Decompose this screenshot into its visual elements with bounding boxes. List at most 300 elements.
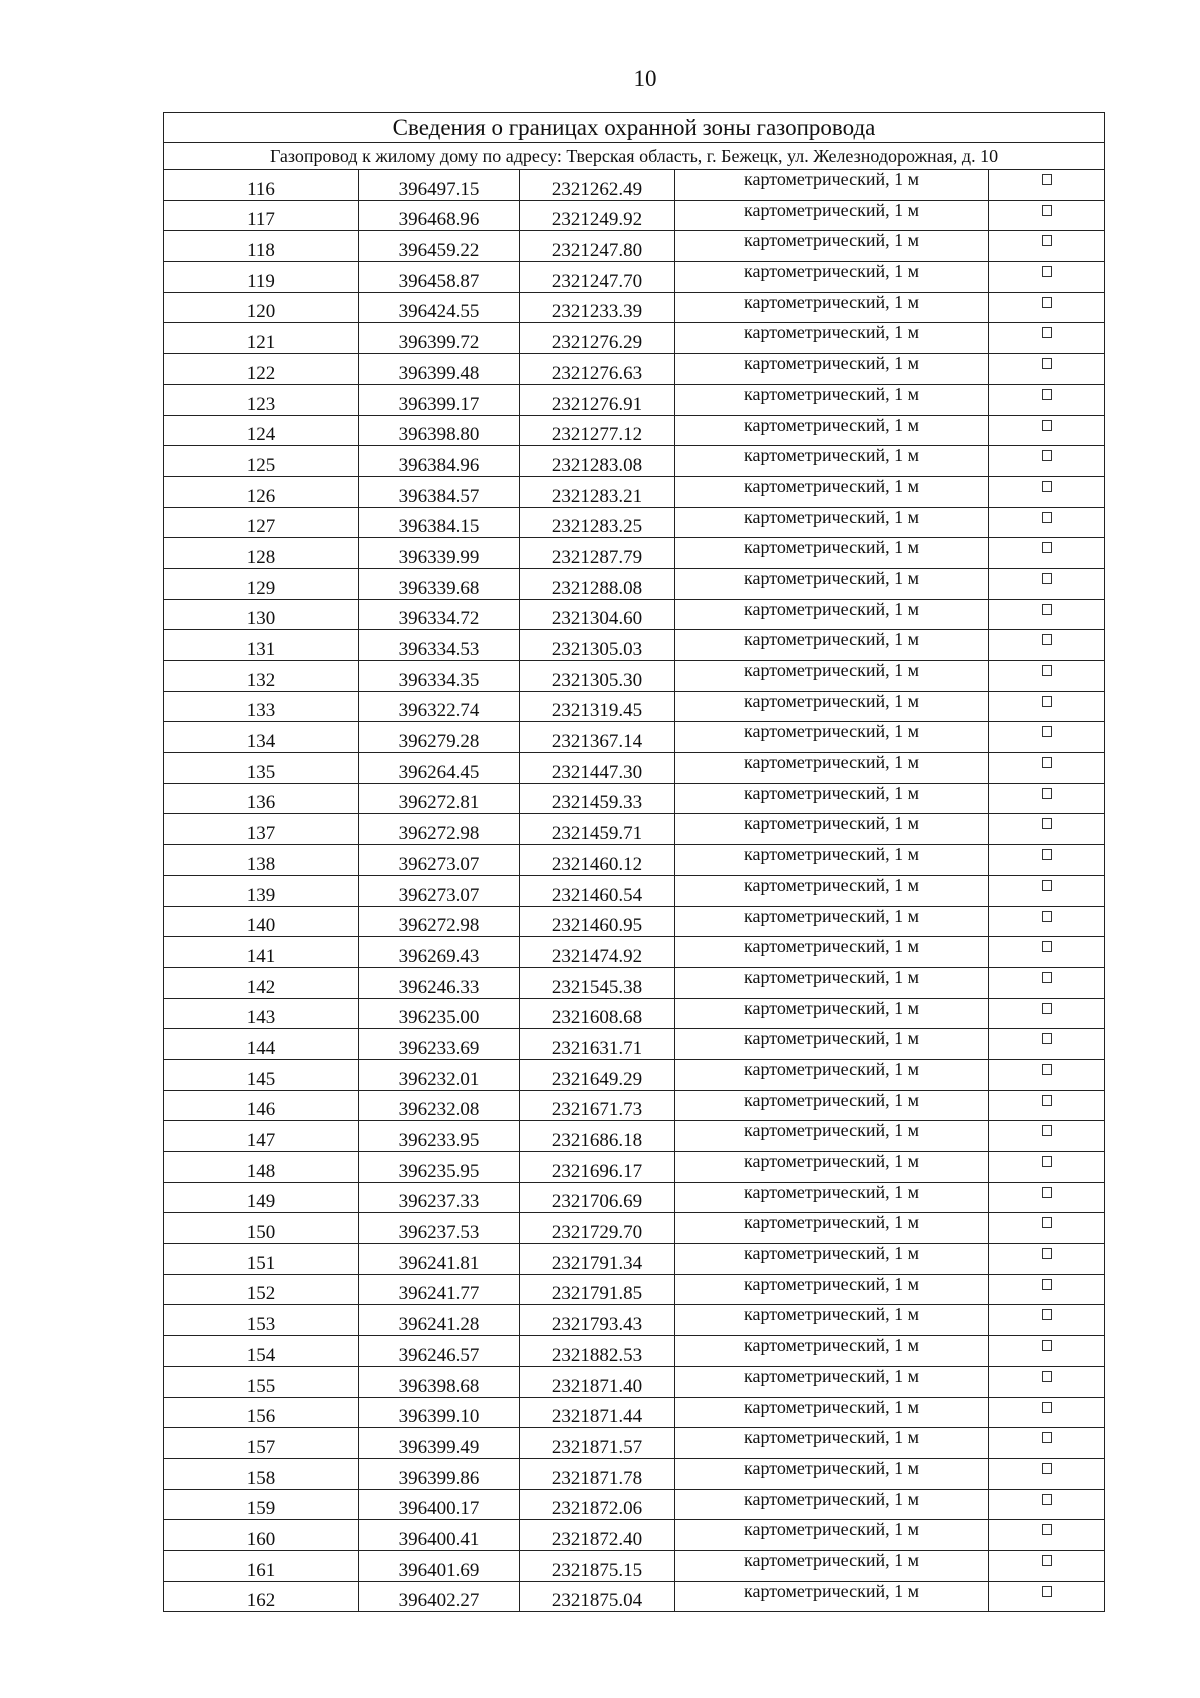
point-number-cell: 127: [164, 507, 359, 538]
table-row: [164, 1059, 1105, 1090]
table-row: [164, 599, 1105, 630]
x-coordinate-cell: 396384.15: [359, 507, 520, 538]
empty-checkbox-icon: [1042, 665, 1052, 676]
y-coordinate-cell: 2321233.39: [520, 292, 675, 323]
x-coordinate-cell: 396237.33: [359, 1182, 520, 1213]
mark-cell: [989, 1428, 1105, 1459]
x-coordinate-cell: 396458.87: [359, 262, 520, 293]
empty-checkbox-icon: [1042, 1217, 1052, 1228]
empty-checkbox-icon: [1042, 1187, 1052, 1198]
table-row: [164, 446, 1105, 477]
mark-cell: [989, 354, 1105, 385]
x-coordinate-cell: 396246.57: [359, 1336, 520, 1367]
table-row: [164, 354, 1105, 385]
empty-checkbox-icon: [1042, 941, 1052, 952]
method-cell: картометрический, 1 м: [675, 415, 989, 446]
x-coordinate-cell: 396399.49: [359, 1428, 520, 1459]
point-number-cell: 148: [164, 1152, 359, 1183]
y-coordinate-cell: 2321871.57: [520, 1428, 675, 1459]
table-row: [164, 753, 1105, 784]
x-coordinate-cell: 396272.98: [359, 814, 520, 845]
mark-cell: [989, 1366, 1105, 1397]
point-number-cell: 156: [164, 1397, 359, 1428]
x-coordinate-cell: 396272.81: [359, 783, 520, 814]
page-number: 10: [633, 66, 657, 91]
empty-checkbox-icon: [1042, 1279, 1052, 1290]
mark-cell: [989, 1274, 1105, 1305]
y-coordinate-cell: 2321875.04: [520, 1581, 675, 1612]
x-coordinate-cell: 396399.48: [359, 354, 520, 385]
method-cell: картометрический, 1 м: [675, 292, 989, 323]
point-number-cell: 132: [164, 661, 359, 692]
x-coordinate-cell: 396339.99: [359, 538, 520, 569]
empty-checkbox-icon: [1042, 205, 1052, 216]
table-row: [164, 1182, 1105, 1213]
y-coordinate-cell: 2321474.92: [520, 937, 675, 968]
empty-checkbox-icon: [1042, 481, 1052, 492]
table-row: [164, 1305, 1105, 1336]
y-coordinate-cell: 2321871.40: [520, 1366, 675, 1397]
point-number-cell: 160: [164, 1520, 359, 1551]
method-cell: картометрический, 1 м: [675, 323, 989, 354]
x-coordinate-cell: 396468.96: [359, 200, 520, 231]
table-row: [164, 1090, 1105, 1121]
point-number-cell: 122: [164, 354, 359, 385]
y-coordinate-cell: 2321287.79: [520, 538, 675, 569]
y-coordinate-cell: 2321871.78: [520, 1458, 675, 1489]
empty-checkbox-icon: [1042, 849, 1052, 860]
method-cell: картометрический, 1 м: [675, 1244, 989, 1275]
y-coordinate-cell: 2321872.40: [520, 1520, 675, 1551]
y-coordinate-cell: 2321460.12: [520, 845, 675, 876]
point-number-cell: 133: [164, 691, 359, 722]
y-coordinate-cell: 2321276.29: [520, 323, 675, 354]
mark-cell: [989, 753, 1105, 784]
point-number-cell: 134: [164, 722, 359, 753]
x-coordinate-cell: 396334.72: [359, 599, 520, 630]
x-coordinate-cell: 396241.28: [359, 1305, 520, 1336]
mark-cell: [989, 446, 1105, 477]
point-number-cell: 158: [164, 1458, 359, 1489]
empty-checkbox-icon: [1042, 1064, 1052, 1075]
empty-checkbox-icon: [1042, 327, 1052, 338]
y-coordinate-cell: 2321276.91: [520, 384, 675, 415]
method-cell: картометрический, 1 м: [675, 937, 989, 968]
y-coordinate-cell: 2321696.17: [520, 1152, 675, 1183]
table-row: [164, 200, 1105, 231]
y-coordinate-cell: 2321671.73: [520, 1090, 675, 1121]
empty-checkbox-icon: [1042, 358, 1052, 369]
y-coordinate-cell: 2321460.54: [520, 875, 675, 906]
point-number-cell: 145: [164, 1059, 359, 1090]
table-title-row: [164, 113, 1105, 143]
method-cell: картометрический, 1 м: [675, 875, 989, 906]
x-coordinate-cell: 396235.00: [359, 998, 520, 1029]
table-row: [164, 1428, 1105, 1459]
y-coordinate-cell: 2321305.03: [520, 630, 675, 661]
table-row: [164, 875, 1105, 906]
table-row: [164, 415, 1105, 446]
empty-checkbox-icon: [1042, 542, 1052, 553]
method-cell: картометрический, 1 м: [675, 1336, 989, 1367]
table-row: [164, 722, 1105, 753]
mark-cell: [989, 1152, 1105, 1183]
table-row: [164, 1458, 1105, 1489]
method-cell: картометрический, 1 м: [675, 599, 989, 630]
table-row: [164, 568, 1105, 599]
table-row: [164, 1581, 1105, 1612]
point-number-cell: 131: [164, 630, 359, 661]
mark-cell: [989, 599, 1105, 630]
method-cell: картометрический, 1 м: [675, 1397, 989, 1428]
x-coordinate-cell: 396269.43: [359, 937, 520, 968]
mark-cell: [989, 323, 1105, 354]
point-number-cell: 129: [164, 568, 359, 599]
table-body: [164, 113, 1105, 1612]
y-coordinate-cell: 2321305.30: [520, 661, 675, 692]
point-number-cell: 151: [164, 1244, 359, 1275]
y-coordinate-cell: 2321608.68: [520, 998, 675, 1029]
y-coordinate-cell: 2321247.80: [520, 231, 675, 262]
x-coordinate-cell: 396233.95: [359, 1121, 520, 1152]
point-number-cell: 138: [164, 845, 359, 876]
mark-cell: [989, 415, 1105, 446]
mark-cell: [989, 170, 1105, 201]
x-coordinate-cell: 396241.81: [359, 1244, 520, 1275]
y-coordinate-cell: 2321793.43: [520, 1305, 675, 1336]
point-number-cell: 150: [164, 1213, 359, 1244]
method-cell: картометрический, 1 м: [675, 231, 989, 262]
method-cell: картометрический, 1 м: [675, 1428, 989, 1459]
y-coordinate-cell: 2321304.60: [520, 599, 675, 630]
y-coordinate-cell: 2321319.45: [520, 691, 675, 722]
mark-cell: [989, 538, 1105, 569]
method-cell: картометрический, 1 м: [675, 1213, 989, 1244]
mark-cell: [989, 845, 1105, 876]
mark-cell: [989, 783, 1105, 814]
x-coordinate-cell: 396339.68: [359, 568, 520, 599]
method-cell: картометрический, 1 м: [675, 1059, 989, 1090]
point-number-cell: 116: [164, 170, 359, 201]
point-number-cell: 149: [164, 1182, 359, 1213]
x-coordinate-cell: 396232.08: [359, 1090, 520, 1121]
method-cell: картометрический, 1 м: [675, 170, 989, 201]
x-coordinate-cell: 396241.77: [359, 1274, 520, 1305]
mark-cell: [989, 1059, 1105, 1090]
method-cell: картометрический, 1 м: [675, 1489, 989, 1520]
empty-checkbox-icon: [1042, 174, 1052, 185]
table-row: [164, 1520, 1105, 1551]
empty-checkbox-icon: [1042, 573, 1052, 584]
method-cell: картометрический, 1 м: [675, 630, 989, 661]
method-cell: картометрический, 1 м: [675, 1274, 989, 1305]
mark-cell: [989, 231, 1105, 262]
y-coordinate-cell: 2321283.25: [520, 507, 675, 538]
mark-cell: [989, 1336, 1105, 1367]
table-row: [164, 170, 1105, 201]
table-row: [164, 937, 1105, 968]
point-number-cell: 157: [164, 1428, 359, 1459]
table-row: [164, 998, 1105, 1029]
mark-cell: [989, 1458, 1105, 1489]
method-cell: картометрический, 1 м: [675, 1581, 989, 1612]
table-title: Сведения о границах охранной зоны газопровода: [164, 113, 1105, 143]
point-number-cell: 143: [164, 998, 359, 1029]
mark-cell: [989, 1029, 1105, 1060]
method-cell: картометрический, 1 м: [675, 722, 989, 753]
table-row: [164, 845, 1105, 876]
method-cell: картометрический, 1 м: [675, 1121, 989, 1152]
method-cell: картометрический, 1 м: [675, 538, 989, 569]
x-coordinate-cell: 396232.01: [359, 1059, 520, 1090]
empty-checkbox-icon: [1042, 512, 1052, 523]
x-coordinate-cell: 396399.72: [359, 323, 520, 354]
point-number-cell: 141: [164, 937, 359, 968]
x-coordinate-cell: 396402.27: [359, 1581, 520, 1612]
y-coordinate-cell: 2321872.06: [520, 1489, 675, 1520]
mark-cell: [989, 875, 1105, 906]
point-number-cell: 128: [164, 538, 359, 569]
point-number-cell: 161: [164, 1550, 359, 1581]
x-coordinate-cell: 396273.07: [359, 875, 520, 906]
method-cell: картометрический, 1 м: [675, 384, 989, 415]
table-row: [164, 814, 1105, 845]
x-coordinate-cell: 396401.69: [359, 1550, 520, 1581]
method-cell: картометрический, 1 м: [675, 507, 989, 538]
empty-checkbox-icon: [1042, 1095, 1052, 1106]
point-number-cell: 119: [164, 262, 359, 293]
mark-cell: [989, 1489, 1105, 1520]
table-subtitle-row: [164, 143, 1105, 170]
table-row: [164, 1244, 1105, 1275]
point-number-cell: 142: [164, 967, 359, 998]
point-number-cell: 126: [164, 476, 359, 507]
empty-checkbox-icon: [1042, 1432, 1052, 1443]
empty-checkbox-icon: [1042, 726, 1052, 737]
method-cell: картометрический, 1 м: [675, 200, 989, 231]
table-row: [164, 1152, 1105, 1183]
empty-checkbox-icon: [1042, 1371, 1052, 1382]
x-coordinate-cell: 396334.35: [359, 661, 520, 692]
point-number-cell: 118: [164, 231, 359, 262]
point-number-cell: 117: [164, 200, 359, 231]
empty-checkbox-icon: [1042, 1248, 1052, 1259]
empty-checkbox-icon: [1042, 1463, 1052, 1474]
y-coordinate-cell: 2321460.95: [520, 906, 675, 937]
mark-cell: [989, 1550, 1105, 1581]
mark-cell: [989, 568, 1105, 599]
empty-checkbox-icon: [1042, 266, 1052, 277]
point-number-cell: 159: [164, 1489, 359, 1520]
mark-cell: [989, 1305, 1105, 1336]
empty-checkbox-icon: [1042, 1003, 1052, 1014]
empty-checkbox-icon: [1042, 1033, 1052, 1044]
method-cell: картометрический, 1 м: [675, 1090, 989, 1121]
method-cell: картометрический, 1 м: [675, 1305, 989, 1336]
method-cell: картометрический, 1 м: [675, 1182, 989, 1213]
y-coordinate-cell: 2321247.70: [520, 262, 675, 293]
mark-cell: [989, 937, 1105, 968]
empty-checkbox-icon: [1042, 450, 1052, 461]
mark-cell: [989, 722, 1105, 753]
table-row: [164, 476, 1105, 507]
y-coordinate-cell: 2321791.85: [520, 1274, 675, 1305]
point-number-cell: 146: [164, 1090, 359, 1121]
method-cell: картометрический, 1 м: [675, 354, 989, 385]
y-coordinate-cell: 2321447.30: [520, 753, 675, 784]
method-cell: картометрический, 1 м: [675, 1458, 989, 1489]
y-coordinate-cell: 2321249.92: [520, 200, 675, 231]
y-coordinate-cell: 2321367.14: [520, 722, 675, 753]
method-cell: картометрический, 1 м: [675, 753, 989, 784]
y-coordinate-cell: 2321288.08: [520, 568, 675, 599]
method-cell: картометрический, 1 м: [675, 568, 989, 599]
point-number-cell: 125: [164, 446, 359, 477]
point-number-cell: 135: [164, 753, 359, 784]
mark-cell: [989, 1213, 1105, 1244]
point-number-cell: 152: [164, 1274, 359, 1305]
point-number-cell: 147: [164, 1121, 359, 1152]
mark-cell: [989, 1581, 1105, 1612]
y-coordinate-cell: 2321729.70: [520, 1213, 675, 1244]
y-coordinate-cell: 2321631.71: [520, 1029, 675, 1060]
point-number-cell: 137: [164, 814, 359, 845]
method-cell: картометрический, 1 м: [675, 1550, 989, 1581]
x-coordinate-cell: 396334.53: [359, 630, 520, 661]
y-coordinate-cell: 2321791.34: [520, 1244, 675, 1275]
empty-checkbox-icon: [1042, 880, 1052, 891]
empty-checkbox-icon: [1042, 297, 1052, 308]
point-number-cell: 136: [164, 783, 359, 814]
table-row: [164, 507, 1105, 538]
x-coordinate-cell: 396235.95: [359, 1152, 520, 1183]
method-cell: картометрический, 1 м: [675, 691, 989, 722]
x-coordinate-cell: 396398.80: [359, 415, 520, 446]
y-coordinate-cell: 2321545.38: [520, 967, 675, 998]
mark-cell: [989, 1121, 1105, 1152]
point-number-cell: 130: [164, 599, 359, 630]
mark-cell: [989, 1090, 1105, 1121]
method-cell: картометрический, 1 м: [675, 998, 989, 1029]
table-row: [164, 906, 1105, 937]
method-cell: картометрический, 1 м: [675, 814, 989, 845]
point-number-cell: 162: [164, 1581, 359, 1612]
method-cell: картометрический, 1 м: [675, 967, 989, 998]
table-row: [164, 1489, 1105, 1520]
empty-checkbox-icon: [1042, 1156, 1052, 1167]
table-row: [164, 1366, 1105, 1397]
table-row: [164, 1029, 1105, 1060]
y-coordinate-cell: 2321649.29: [520, 1059, 675, 1090]
mark-cell: [989, 814, 1105, 845]
method-cell: картометрический, 1 м: [675, 845, 989, 876]
empty-checkbox-icon: [1042, 818, 1052, 829]
empty-checkbox-icon: [1042, 604, 1052, 615]
table-row: [164, 783, 1105, 814]
table-row: [164, 292, 1105, 323]
x-coordinate-cell: 396400.41: [359, 1520, 520, 1551]
point-number-cell: 139: [164, 875, 359, 906]
x-coordinate-cell: 396246.33: [359, 967, 520, 998]
table-row: [164, 323, 1105, 354]
method-cell: картометрический, 1 м: [675, 446, 989, 477]
protection-zone-table: [163, 112, 1105, 1612]
table-row: [164, 1213, 1105, 1244]
method-cell: картометрический, 1 м: [675, 1366, 989, 1397]
y-coordinate-cell: 2321706.69: [520, 1182, 675, 1213]
mark-cell: [989, 661, 1105, 692]
x-coordinate-cell: 396273.07: [359, 845, 520, 876]
mark-cell: [989, 691, 1105, 722]
x-coordinate-cell: 396399.86: [359, 1458, 520, 1489]
method-cell: картометрический, 1 м: [675, 1520, 989, 1551]
x-coordinate-cell: 396279.28: [359, 722, 520, 753]
y-coordinate-cell: 2321276.63: [520, 354, 675, 385]
mark-cell: [989, 1520, 1105, 1551]
mark-cell: [989, 476, 1105, 507]
x-coordinate-cell: 396233.69: [359, 1029, 520, 1060]
mark-cell: [989, 262, 1105, 293]
y-coordinate-cell: 2321262.49: [520, 170, 675, 201]
table-subtitle: Газопровод к жилому дому по адресу: Тверская область, г. Бежецк, ул. Железнодорожная, д. 10: [164, 143, 1105, 170]
empty-checkbox-icon: [1042, 757, 1052, 768]
empty-checkbox-icon: [1042, 235, 1052, 246]
table-row: [164, 1397, 1105, 1428]
mark-cell: [989, 384, 1105, 415]
empty-checkbox-icon: [1042, 1586, 1052, 1597]
empty-checkbox-icon: [1042, 1524, 1052, 1535]
empty-checkbox-icon: [1042, 420, 1052, 431]
method-cell: картометрический, 1 м: [675, 1152, 989, 1183]
empty-checkbox-icon: [1042, 911, 1052, 922]
empty-checkbox-icon: [1042, 972, 1052, 983]
y-coordinate-cell: 2321686.18: [520, 1121, 675, 1152]
empty-checkbox-icon: [1042, 788, 1052, 799]
x-coordinate-cell: 396400.17: [359, 1489, 520, 1520]
x-coordinate-cell: 396272.98: [359, 906, 520, 937]
mark-cell: [989, 906, 1105, 937]
table-row: [164, 262, 1105, 293]
x-coordinate-cell: 396497.15: [359, 170, 520, 201]
y-coordinate-cell: 2321283.08: [520, 446, 675, 477]
point-number-cell: 124: [164, 415, 359, 446]
table-row: [164, 1336, 1105, 1367]
method-cell: картометрический, 1 м: [675, 1029, 989, 1060]
mark-cell: [989, 1182, 1105, 1213]
mark-cell: [989, 507, 1105, 538]
y-coordinate-cell: 2321871.44: [520, 1397, 675, 1428]
point-number-cell: 121: [164, 323, 359, 354]
mark-cell: [989, 630, 1105, 661]
x-coordinate-cell: 396384.57: [359, 476, 520, 507]
table-row: [164, 1274, 1105, 1305]
empty-checkbox-icon: [1042, 1402, 1052, 1413]
x-coordinate-cell: 396399.17: [359, 384, 520, 415]
x-coordinate-cell: 396264.45: [359, 753, 520, 784]
table-row: [164, 967, 1105, 998]
table-row: [164, 630, 1105, 661]
point-number-cell: 153: [164, 1305, 359, 1336]
mark-cell: [989, 1397, 1105, 1428]
table-row: [164, 231, 1105, 262]
point-number-cell: 144: [164, 1029, 359, 1060]
table-row: [164, 384, 1105, 415]
mark-cell: [989, 967, 1105, 998]
method-cell: картометрический, 1 м: [675, 906, 989, 937]
table-row: [164, 691, 1105, 722]
table-row: [164, 661, 1105, 692]
point-number-cell: 140: [164, 906, 359, 937]
